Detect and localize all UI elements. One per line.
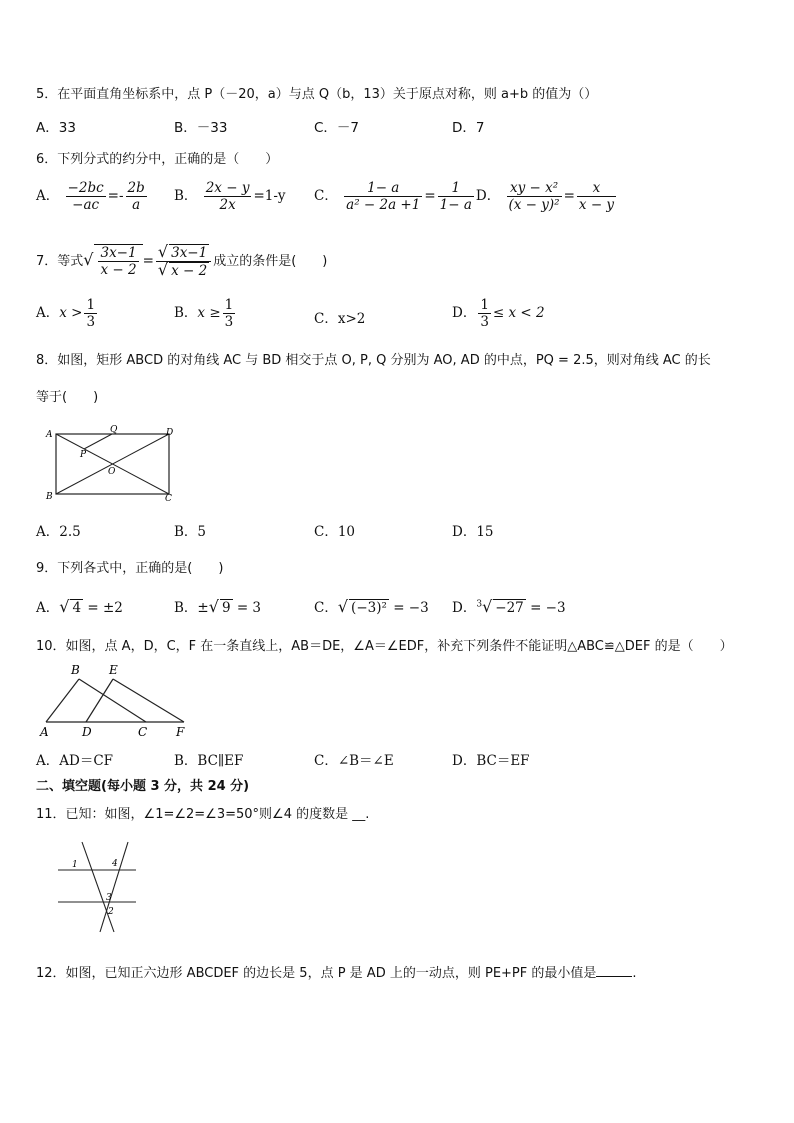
- q6-d-eq: =: [563, 188, 575, 204]
- q6-option-c: [314, 180, 618, 213]
- q6-c-num2: 1: [438, 180, 474, 197]
- q7-rhs-den-wrap: [156, 262, 211, 279]
- q10-option-c: C．∠B＝∠E: [314, 753, 394, 769]
- label-f: F: [176, 725, 185, 739]
- q6-d-label: D．: [475, 188, 501, 204]
- q8-option-a: A．2.5: [36, 524, 81, 540]
- q6-a-num2: 2b: [127, 180, 145, 196]
- label-a: A: [40, 725, 49, 739]
- q9-b-tail: = 3: [236, 600, 262, 616]
- section-heading-fill-in: 二、填空题(每小题 3 分，共 24 分): [36, 779, 250, 794]
- q5-option-b: B．－33: [174, 120, 228, 136]
- q9-b-pre: ±: [197, 600, 209, 616]
- q9-option-a: [36, 596, 123, 616]
- q9-c-label: C．: [314, 600, 338, 616]
- q6-d-frac2: [577, 180, 616, 213]
- q6-a-frac2: [126, 180, 147, 213]
- q10-option-a: A．AD＝CF: [36, 753, 114, 769]
- q8-option-b: B．5: [174, 524, 207, 540]
- q7-b-den: 3: [224, 314, 234, 330]
- q5-option-d: D．7: [452, 120, 485, 136]
- q6-b-frac: [204, 180, 252, 213]
- q6-d-num1: xy − x²: [507, 180, 562, 197]
- q7-stem: [36, 244, 327, 279]
- q7-d-frac: [478, 297, 491, 330]
- q7-b-frac: [223, 297, 236, 330]
- angle-label-2: 2: [108, 907, 114, 917]
- q6-c-den2: 1− a: [439, 197, 472, 213]
- q12-answer-blank: [596, 976, 632, 977]
- q9-b-radicand: 9: [221, 600, 231, 616]
- q7-d-den: 3: [480, 314, 489, 330]
- segment-ab: [46, 679, 79, 722]
- label-a: A: [46, 430, 53, 440]
- q7-lhs-num: 3x−1: [100, 245, 137, 261]
- q7-a-num: 1: [86, 297, 96, 313]
- q7-rhs-num: 3x−1: [171, 245, 208, 261]
- q6-c-num1: 1− a: [344, 180, 422, 197]
- q5-option-c: C．－7: [314, 120, 360, 136]
- label-p: P: [80, 450, 87, 460]
- q7-rhs-num-sqrt: √: [157, 242, 169, 261]
- q10-option-b: B．BC∥EF: [174, 753, 244, 769]
- q8-stem-line1: 8．如图，矩形 ABCD 的对角线 AC 与 BD 相交于点 O, P, Q 分别为 AO, AD 的中点，PQ = 2.5，则对角线 AC 的长: [36, 353, 711, 368]
- segment-pq: [84, 434, 112, 449]
- q11-stem: 11．已知：如图，∠1=∠2=∠3=50°则∠4 的度数是 __.: [36, 807, 370, 822]
- q6-c-frac2: [438, 180, 474, 213]
- q9-d-label: D．: [452, 600, 477, 616]
- q9-b-sqrt-sign: √: [208, 597, 219, 616]
- q6-option-a: [36, 180, 149, 213]
- q9-d-root-sign: √: [482, 597, 493, 616]
- q9-d-tail: = −3: [530, 600, 566, 616]
- q7-rhs-den: x − 2: [171, 263, 208, 279]
- q8-stem-line2: 等于( ): [36, 390, 99, 405]
- q9-a-tail: = ±2: [87, 600, 123, 616]
- q7-d-text: ≤ x < 2: [492, 305, 545, 321]
- q7-a-label: A．: [36, 305, 60, 321]
- q7-option-d: [452, 297, 545, 330]
- q10-stem: 10．如图，点 A，D，C，F 在一条直线上，AB＝DE，∠A＝∠EDF，补充下列条件不能证明△ABC≌△DEF 的是（ ）: [36, 639, 733, 654]
- q7-b-text: x ≥: [197, 305, 221, 321]
- q9-c-sqrt-sign: √: [337, 597, 349, 616]
- q6-stem: 6．下列分式的约分中，正确的是（ ）: [36, 152, 279, 167]
- q5-option-a: A．33: [36, 120, 76, 136]
- q7-lhs-frac: [98, 245, 138, 278]
- q7-d-num: 1: [480, 297, 489, 313]
- q6-c-frac1: [344, 180, 422, 213]
- q7-sqrt-sign: √: [83, 250, 94, 269]
- q9-d-index: 3: [476, 599, 483, 610]
- q7-eq: =: [142, 253, 154, 269]
- label-o: O: [108, 467, 116, 477]
- q9-a-radicand: 4: [72, 600, 82, 616]
- angle-label-3: 3: [106, 893, 112, 903]
- q7-b-label: B．: [174, 305, 198, 321]
- q7-a-frac: [84, 297, 97, 330]
- transversal-2: [100, 842, 128, 932]
- q6-c-den1: a² − 2a +1: [346, 197, 421, 213]
- label-e: E: [109, 663, 118, 677]
- q7-lhs-den: x − 2: [100, 262, 137, 278]
- q9-b-label: B．: [174, 600, 198, 616]
- q6-a-frac1: [66, 180, 106, 213]
- q7-a-text: x >: [59, 305, 83, 321]
- q6-a-label: A．: [36, 188, 60, 204]
- q9-option-d: [452, 596, 566, 616]
- q6-d-num2: x: [577, 180, 616, 197]
- q9-c-tail: = −3: [393, 600, 429, 616]
- segment-ef: [113, 679, 184, 722]
- angle-label-4: 4: [112, 859, 118, 869]
- q12-stem: [36, 962, 637, 981]
- q9-a-sqrt-sign: √: [59, 597, 70, 616]
- q6-d-frac1: [507, 180, 562, 213]
- q6-d-den1: (x − y)²: [508, 197, 560, 213]
- q7-rhs-den-sqrt: √: [157, 260, 169, 279]
- q10-option-d: D．BC＝EF: [452, 753, 530, 769]
- q7-c-label: C．: [314, 311, 338, 327]
- label-q: Q: [110, 425, 118, 435]
- transversal-1: [82, 842, 114, 932]
- q6-b-label: B．: [174, 188, 198, 204]
- q7-prefix: 7．等式: [36, 254, 84, 269]
- label-d: D: [82, 725, 92, 739]
- angle-label-1: 1: [72, 860, 78, 870]
- q6-d-den2: x − y: [578, 197, 615, 213]
- label-d: D: [166, 428, 174, 438]
- q6-b-tail: =1-y: [253, 188, 286, 204]
- q5-stem: 5．在平面直角坐标系中，点 P（－20，a）与点 Q（b，13）关于原点对称，则 a+b 的值为（）: [36, 87, 598, 102]
- q8-option-c: C．10: [314, 524, 356, 540]
- q6-a-num1: −2bc: [67, 180, 104, 196]
- label-c: C: [165, 494, 172, 504]
- label-b: B: [71, 663, 80, 677]
- q8-option-d: D．15: [452, 524, 494, 540]
- q6-a-den2: a: [132, 197, 141, 213]
- q7-d-label: D．: [452, 305, 477, 321]
- q12-tail: .: [632, 966, 637, 981]
- q7-option-b: [174, 297, 237, 330]
- q6-c-label: C．: [314, 188, 338, 204]
- q7-c-text: x>2: [337, 311, 366, 327]
- q7-b-num: 1: [224, 297, 234, 313]
- q6-a-mid: =-: [107, 188, 124, 204]
- q9-c-radicand: (−3)²: [351, 600, 387, 616]
- q6-option-b: [174, 180, 286, 213]
- q9-option-b: [174, 596, 261, 616]
- q6-b-den: 2x: [219, 197, 236, 213]
- q12-stem-text: 12．如图，已知正六边形 ABCDEF 的边长是 5，点 P 是 AD 上的一动点，则 PE+PF 的最小值是: [36, 966, 597, 981]
- q10-triangles-figure: [36, 660, 196, 740]
- label-b: B: [46, 492, 53, 502]
- q6-a-den1: −ac: [72, 197, 100, 213]
- q6-c-eq: =: [424, 188, 436, 204]
- q7-lhs-radicand: [94, 244, 142, 278]
- label-c: C: [138, 725, 148, 739]
- q9-option-c: [314, 596, 429, 616]
- q7-rhs-frac: [156, 244, 211, 279]
- q9-d-radicand: −27: [495, 600, 524, 616]
- q7-option-c: [314, 307, 365, 327]
- q9-a-label: A．: [36, 600, 60, 616]
- q7-option-a: [36, 297, 99, 330]
- q8-rectangle-figure: [44, 424, 184, 504]
- q6-b-num: 2x − y: [205, 180, 250, 196]
- q11-parallel-lines-figure: [56, 838, 146, 938]
- q9-stem: 9．下列各式中，正确的是( ): [36, 561, 224, 576]
- segment-bc: [79, 679, 146, 722]
- q7-a-den: 3: [86, 314, 96, 330]
- q7-suffix: 成立的条件是( ): [213, 254, 328, 269]
